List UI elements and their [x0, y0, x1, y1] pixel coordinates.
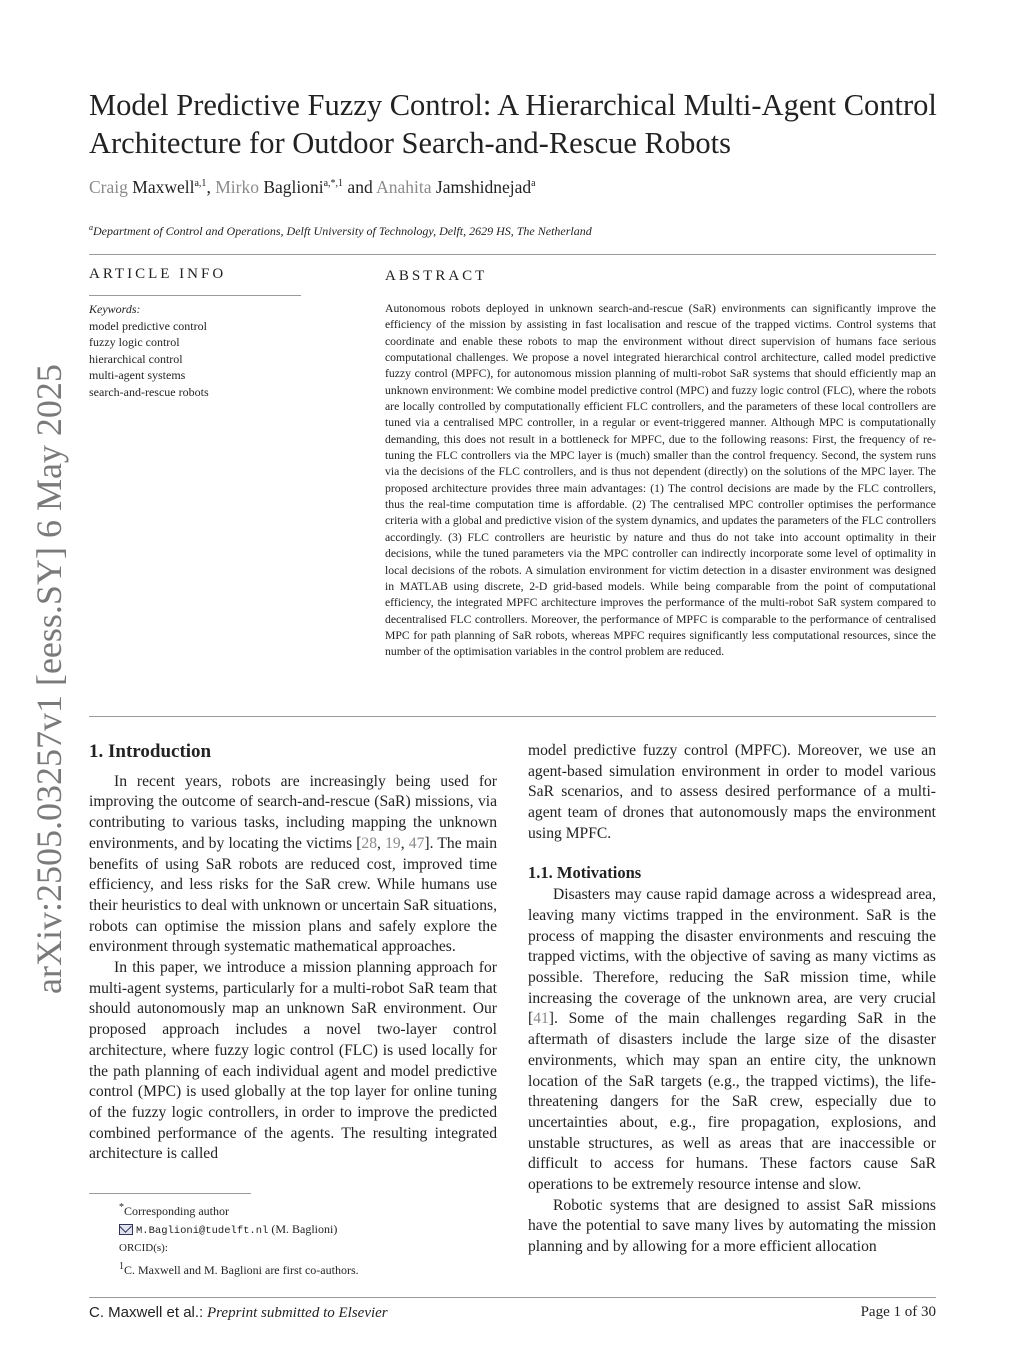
- envelope-icon: [119, 1224, 133, 1235]
- intro-paragraph-1: In recent years, robots are increasingly being used for improving the outcome of search-and-rescue (SaR) missions, via contributing to various tasks, including mapping the unknown environments, and by locating the victims [28, 19, 47]. The main benefits of using SaR robots are reduced cost, improved time efficiency, and less risks for the SaR crew. While humans use their heuristics to deal with unknown or uncertain SaR situations, robots can optimise the mission plans and safely explore the environment through systematic mathematical approaches.: [89, 772, 498, 956]
- email-link[interactable]: M.Baglioni@tudelft.nl: [136, 1224, 269, 1237]
- article-info-divider: [89, 295, 301, 296]
- footer-citation: C. Maxwell et al.: Preprint submitted to Elsevier: [89, 1304, 388, 1321]
- footnote-orcid: ORCID(s):: [119, 1242, 168, 1254]
- motivations-paragraph-1: Disasters may cause rapid damage across a widespread area, leaving many victims trapped in the environment. SaR is the process of mapping the disaster environments and rescuing the trapped victims, with the objective of saving as many victims as possible. Therefore, reducing the SaR mission time, while increasing the coverage of the unknown area, are very crucial [41]. Some of the main challenges regarding SaR in the aftermath of disasters include the large size of the disaster environments, which may span an entire city, the unknown location of the SaR targets (e.g., the trapped victims), the life-threatening dangers for the SaR crew, especially due to uncertainties about, e.g., fire propagation, explosions, and unstable structures, as well as areas that are inaccessible or difficult to access for humans. These factors cause SaR operations to be extremely resource intense and slow.: [528, 886, 936, 1194]
- paper-title: Model Predictive Fuzzy Control: A Hierarchical Multi-Agent Control Architecture for Outdoor Search-and-Rescue Robots: [89, 88, 937, 160]
- keywords-label: Keywords:: [89, 302, 141, 316]
- article-info-heading: ARTICLE INFO: [89, 266, 227, 282]
- author-1[interactable]: Craig Maxwell$^{a,1}$: [89, 177, 207, 197]
- footnote-email: M.Baglioni@tudelft.nl (M. Baglioni): [89, 1221, 509, 1241]
- citation-link[interactable]: 41: [533, 1010, 549, 1028]
- abstract-text: Autonomous robots deployed in unknown search-and-rescue (SaR) environments can significantly improve the efficiency of the mission by assisting in fast localisation and rescue of the trapped victims. Control systems that coordinate and enable these robots to map the environment without direct supervision of humans face serious computational challenges. We propose a novel integrated hierarchical control architecture, called model predictive fuzzy control (MPFC), for autonomous mission planning of multi-robot SaR systems that should efficiently map an unknown environment: We combine model predictive control (MPC) and fuzzy logic control (FLC), where the robots are locally controlled by computationally efficient FLC controllers, and the parameters of these local controllers are tuned via a centralised MPC controller, in a regular or event-triggered manner. Although MPC is computationally demanding, this does not result in a bottleneck for MPFC, due to the following reasons: First, the frequency of re-tuning the FLC controllers via the MPC layer is (much) smaller than the control frequency. Second, the system runs via the decisions of the FLC controllers, and is thus not dependent (directly) on the solutions of the MPC layer. The proposed architecture provides three main advantages: (1) The control decisions are made by the FLC controllers, thus the real-time computation time is affordable. (2) The centralised MPC controller optimises the performance criteria with a global and predictive vision of the system dynamics, and updates the parameters of the FLC controllers accordingly. (3) FLC controllers are heuristic by nature and thus do not take into account optimality in their decisions, while the tuned parameters via the MPC controller can indirectly incorporate some level of optimality in local decisions of the robots. A simulation environment for victim detection in a disaster environment was designed in MATLAB using discrete, 2-D grid-based models. While being comparable from the point of computational efficiency, the integrated MPFC architecture improves the performance of the multi-robot SaR system compared to decentralised FLC controllers. Moreover, the performance of MPFC is comparable to the performance of centralised MPC for path planning of SaR robots, whereas MPFC requires significantly less computational resources, since the number of the optimisation variables in the control problem are reduced.: [385, 302, 936, 659]
- keyword: search-and-rescue robots: [89, 384, 209, 399]
- footer-divider: [89, 1297, 936, 1298]
- footnote-divider: [89, 1193, 251, 1194]
- keyword: multi-agent systems: [89, 368, 186, 382]
- footnote-coauthors: $^1$C. Maxwell and M. Baglioni are first co-authors.: [119, 1260, 359, 1277]
- footnotes: [89, 1199, 509, 1279]
- keyword: model predictive control: [89, 318, 207, 333]
- author-2[interactable]: Mirko Baglioni$^{a,*,1}$: [215, 177, 344, 197]
- page-number: Page 1 of 30: [860, 1304, 936, 1320]
- author-3[interactable]: Anahita Jamshidnejad$^a$: [376, 177, 536, 197]
- left-column: [89, 742, 497, 1165]
- author-list: Craig Maxwell$^{a,1}$, Mirko Baglioni$^{a,*,1}$ and Anahita Jamshidnejad$^a$: [89, 177, 536, 197]
- abstract-divider: [89, 716, 936, 717]
- arxiv-identifier-stamp: arXiv:2505.03257v1 [eess.SY] 6 May 2025: [29, 364, 69, 994]
- right-column: [528, 741, 936, 1258]
- keyword: hierarchical control: [89, 351, 183, 366]
- affiliation: $^a$Department of Control and Operations, Delft University of Technology, Delft, 2629 HS, The Netherland: [89, 223, 592, 238]
- header-divider: [89, 254, 936, 255]
- introduction-heading: 1. Introduction: [89, 741, 212, 762]
- keyword: fuzzy logic control: [89, 335, 180, 349]
- footnote-corresponding: *Corresponding author: [119, 1202, 229, 1218]
- citation-link[interactable]: 19: [385, 834, 401, 852]
- motivations-heading: 1.1. Motivations: [528, 862, 642, 882]
- intro-paragraph-2-continued: model predictive fuzzy control (MPFC). Moreover, we use an agent-based simulation environment in order to model various SaR scenarios, and to assess desired performance of a multi-agent team of drones that autonomously maps the environment using MPFC.: [528, 742, 936, 842]
- abstract-heading: ABSTRACT: [385, 268, 488, 284]
- citation-link[interactable]: 28: [361, 834, 378, 852]
- intro-paragraph-2: In this paper, we introduce a mission planning approach for multi-agent systems, particularly for a multi-robot SaR team that should autonomously map an unknown SaR environment. Our proposed approach includes a novel two-layer control architecture, where fuzzy logic control (FLC) is used locally for the path planning of each individual agent and model predictive control (MPC) is used globally at the top layer for online tuning of the fuzzy logic controllers, in order to improve the predicted combined performance of the agents. The resulting integrated architecture is called: [89, 959, 497, 1163]
- keywords-block: [89, 301, 209, 400]
- citation-link[interactable]: 47: [408, 834, 425, 852]
- motivations-paragraph-2: Robotic systems that are designed to assist SaR missions have the potential to save many lives by automating the mission planning and by allowing for a more efficient allocation: [528, 1196, 936, 1256]
